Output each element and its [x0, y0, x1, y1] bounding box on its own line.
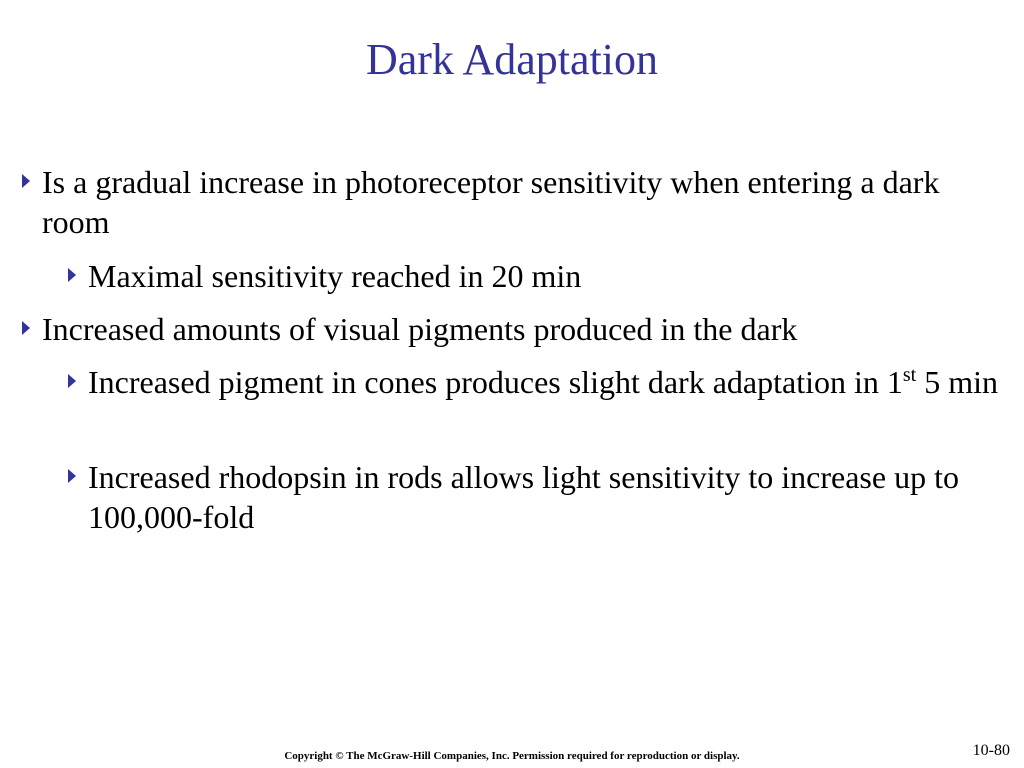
right-triangle-bullet-icon: [22, 321, 30, 335]
right-triangle-bullet-icon: [68, 268, 76, 282]
ordinal-superscript: st: [902, 364, 917, 386]
right-triangle-bullet-icon: [22, 174, 30, 188]
copyright-notice: Copyright © The McGraw-Hill Companies, Inc. Permission required for reproduction or display.: [284, 750, 740, 762]
right-triangle-bullet-icon: [68, 469, 76, 483]
bullet-text: Maximal sensitivity reached in 20 min: [88, 258, 582, 294]
bullet-text-main: Increased pigment in cones produces slight dark adaptation in 1: [88, 364, 903, 400]
bullet-text: [68, 362, 998, 402]
sub-bullet-item: [68, 457, 998, 537]
bullet-text: Is a gradual increase in photoreceptor sensitivity when entering a dark room: [42, 164, 940, 240]
bullet-item: [22, 162, 1002, 242]
right-triangle-bullet-icon: [68, 374, 76, 388]
bullet-text-tail: 5 min: [916, 364, 998, 400]
sub-bullet-item: [68, 362, 998, 402]
bullet-item: [22, 309, 1002, 349]
bullet-text: Increased rhodopsin in rods allows light sensitivity to increase up to 100,000-fold: [88, 459, 959, 535]
slide-title: Dark Adaptation: [365, 35, 659, 84]
page-number: 10-80: [972, 742, 1010, 759]
sub-bullet-item: [68, 256, 998, 296]
bullet-text: Increased amounts of visual pigments produced in the dark: [42, 311, 798, 347]
